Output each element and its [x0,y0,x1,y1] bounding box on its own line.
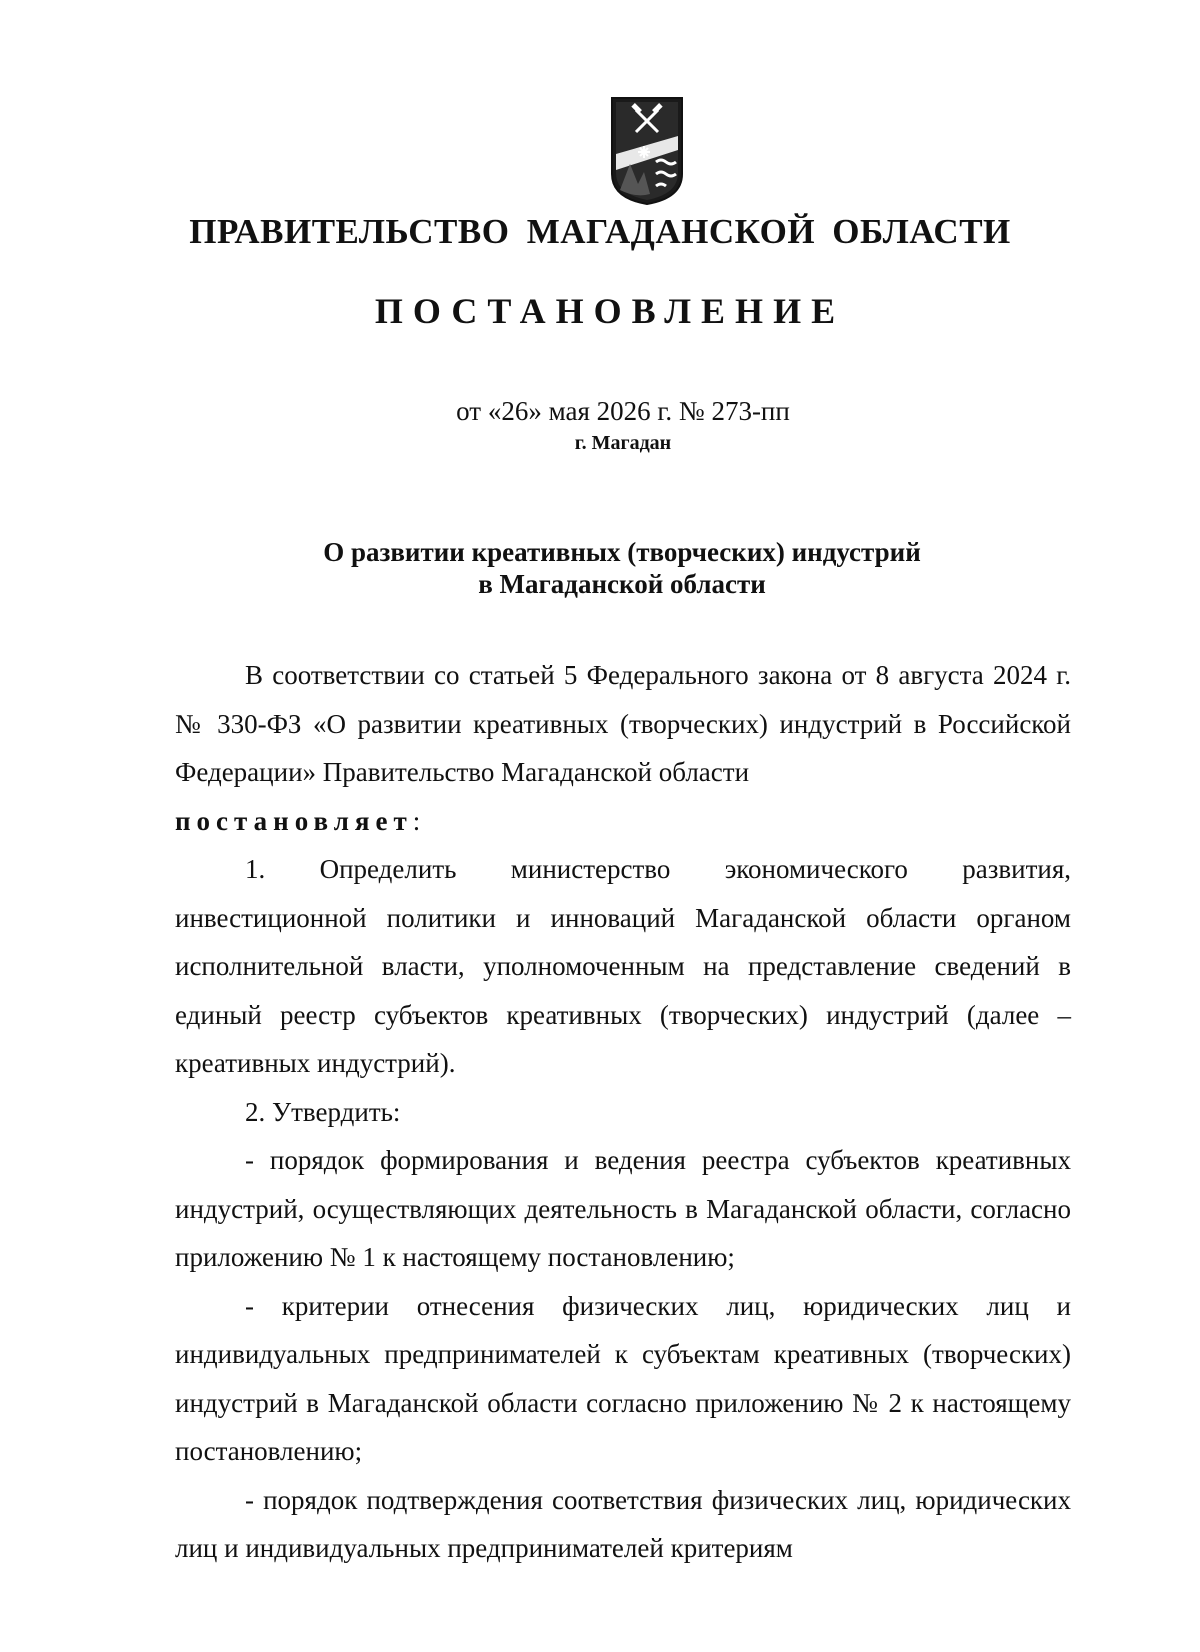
item-2-b-paragraph: - критерии отнесения физических лиц, юридических лиц и индивидуальных предпринимателей к субъектам креативных (творческих) индустрий в Магаданской области согласно приложению № 2 к настоящему постановлению; [175,1290,1071,1466]
resolves-paragraph [175,797,1071,846]
document-subject [0,536,1200,600]
document-city: г. Магадан [574,432,672,454]
resolves-colon: : [412,805,421,836]
document-body [175,651,1071,1573]
item-2-c-paragraph: - порядок подтверждения соответствия физических лиц, юридических лиц и индивидуальных предпринимателей критериям [175,1484,1071,1563]
item-2-a-paragraph: - порядок формирования и ведения реестра субъектов креативных индустрий, осуществляющих деятельность в Магаданской области, согласно приложению № 1 к настоящему постановлению; [175,1145,1071,1272]
document-type-heading: ПОСТАНОВЛЕНИЕ [374,291,846,331]
document-date-number: от «26» мая 2026 г. № 273-пп [456,396,790,426]
item-2-paragraph: 2. Утвердить: [245,1096,401,1127]
preamble-paragraph: В соответствии со статьей 5 Федерального закона от 8 августа 2024 г. № 330-ФЗ «О развитии креативных (творческих) индустрий в Российской Федерации» Правительство Магаданской области [175,660,1071,787]
government-title: ПРАВИТЕЛЬСТВО МАГАДАНСКОЙ ОБЛАСТИ [189,212,1011,251]
subject-line-2: в Магаданской области [478,569,766,599]
magadan-coat-of-arms-icon [606,94,688,206]
item-1-paragraph: 1. Определить министерство экономического развития, инвестиционной политики и инноваций Магаданской области органом исполнительной власти, уполномоченным на представление сведений в единый реестр субъектов креативных (творческих) индустрий (далее – креативных индустрий). [175,854,1071,1078]
resolves-word: постановляет [175,805,413,836]
subject-line-1: О развитии креативных (творческих) индустрий [323,537,921,567]
